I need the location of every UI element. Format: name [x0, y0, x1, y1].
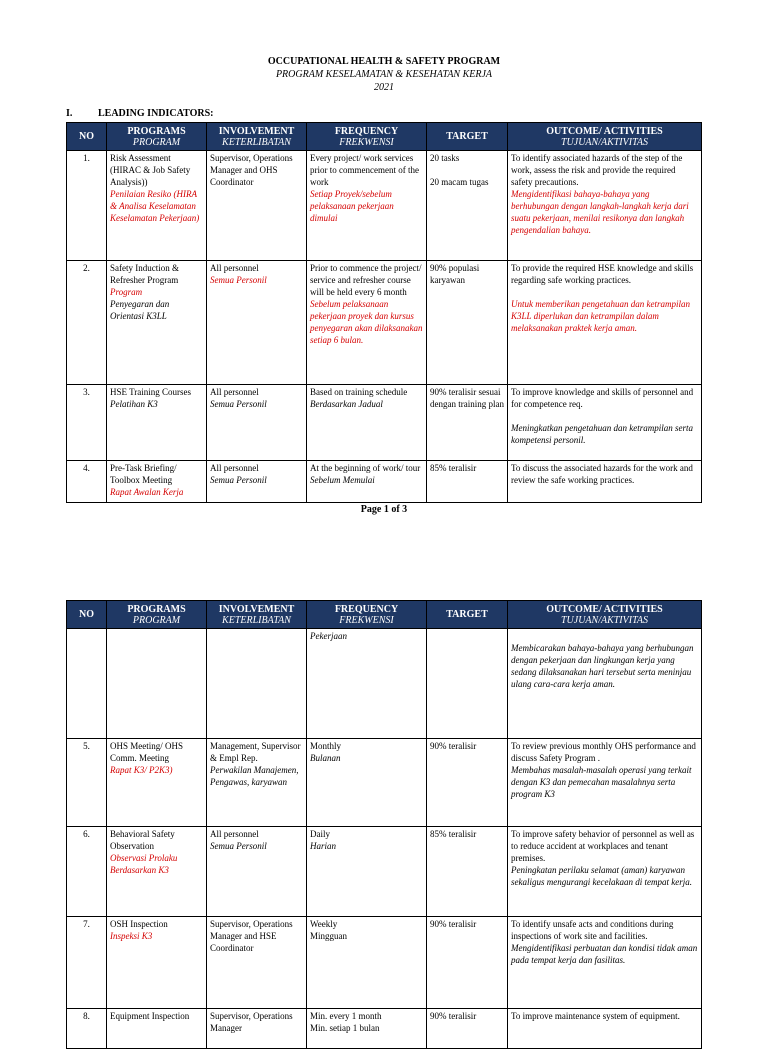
program-cell: [107, 629, 207, 739]
row-number: 5.: [67, 739, 107, 827]
outcome-cell: To discuss the associated hazards for the work and review the safe working practices.: [508, 461, 702, 503]
header-no: NO: [67, 123, 107, 151]
page-number: Page 1 of 3: [360, 504, 408, 515]
table-row: [67, 1009, 702, 1049]
header-involvement-translation: KETERLIBATAN: [222, 614, 291, 626]
header-frequency: FREQUENCY FREKWENSI: [307, 601, 427, 629]
header-outcome-translation: TUJUAN/AKTIVITAS: [560, 614, 649, 626]
row-number: [67, 629, 107, 739]
involvement-cell: Supervisor, Operations Manager and HSE Coordinator: [207, 917, 307, 1009]
frequency-cell: Weekly Mingguan: [307, 917, 427, 1009]
target-cell: 90% teralisir: [427, 917, 508, 1009]
target-cell: 85% teralisir: [427, 827, 508, 917]
program-table-page-2: [66, 600, 702, 1049]
row-number: 1.: [67, 151, 107, 261]
program-translation: Program: [110, 287, 143, 297]
frequency-translation: Sebelum pelaksanaan pekerjaan proyek dan kursus penyegaran akan dilaksanakan setiap 6 bulan.: [310, 299, 423, 345]
involvement-cell: All personnel Semua Personil: [207, 827, 307, 917]
program-translation: Penilaian Resiko (HIRA & Analisa Keselamatan Keselamatan Pekerjaan): [110, 189, 200, 223]
header-programs-translation: PROGRAM: [132, 614, 181, 626]
program-cell: HSE Training Courses Pelatihan K3: [107, 385, 207, 461]
header-target: TARGET: [427, 601, 508, 629]
header-involvement-translation: KETERLIBATAN: [222, 136, 291, 148]
involvement-cell: All personnel Semua Personil: [207, 461, 307, 503]
table-row: [67, 461, 702, 503]
program-cell: Risk Assessment (HIRAC & Job Safety Analysis)) Penilaian Resiko (HIRA & Analisa Keselamatan Keselamatan Pekerjaan): [107, 151, 207, 261]
outcome-translation: Mengidentifikasi bahaya-bahaya yang berhubungan dengan langkah-langkah kerja dari suatu pekerjaan, menilai resikonya dan langkah pengendalian bahaya.: [511, 189, 689, 235]
header-no: NO: [67, 601, 107, 629]
involvement-cell: Supervisor, Operations Manager: [207, 1009, 307, 1049]
program-cell: Behavioral Safety Observation Observasi Prolaku Berdasarkan K3: [107, 827, 207, 917]
outcome-cell: To review previous monthly OHS performance and discuss Safety Program . Membahas masalah-masalah operasi yang terkait dengan K3 dan pemecahan masalahnya serta program K3: [508, 739, 702, 827]
table-row: [67, 739, 702, 827]
target-cell: 90% teralisir: [427, 739, 508, 827]
header-programs-translation: PROGRAM: [132, 136, 181, 148]
header-programs: PROGRAMS PROGRAM: [107, 123, 207, 151]
frequency-cell: Min. every 1 month Min. setiap 1 bulan: [307, 1009, 427, 1049]
table-row: [67, 151, 702, 261]
program-cell: Equipment Inspection: [107, 1009, 207, 1049]
outcome-cell: To provide the required HSE knowledge and skills regarding safe working practices. Untuk memberikan pengetahuan dan ketrampilan K3LL diperlukan dan ketrampilan dalam melaksanakan praktek kerja aman.: [508, 261, 702, 385]
row-number: 8.: [67, 1009, 107, 1049]
target-cell: 85% teralisir: [427, 461, 508, 503]
target-cell: 90% populasi karyawan: [427, 261, 508, 385]
involvement-cell: Management, Supervisor & Empl Rep. Perwakilan Manajemen, Pengawas, karyawan: [207, 739, 307, 827]
target-cell: 90% teralisir: [427, 1009, 508, 1049]
frequency-translation: Setiap Proyek/sebelum pelaksanaan pekerjaan dimulai: [310, 189, 394, 223]
frequency-cell: Daily Harian: [307, 827, 427, 917]
header-involvement: INVOLVEMENT KETERLIBATAN: [207, 123, 307, 151]
program-translation: Rapat Awalan Kerja: [110, 487, 184, 497]
header-programs: PROGRAMS PROGRAM: [107, 601, 207, 629]
outcome-cell: To identify unsafe acts and conditions during inspections of work site and facilities. Mengidentifikasi perbuatan dan kondisi tidak aman pada tempat kerja dan fasilitas.: [508, 917, 702, 1009]
row-number: 6.: [67, 827, 107, 917]
table-row: [67, 385, 702, 461]
header-outcome-translation: TUJUAN/AKTIVITAS: [560, 136, 649, 148]
target-cell: 90% teralisir sesuai dengan training plan: [427, 385, 508, 461]
row-number: 2.: [67, 261, 107, 385]
outcome-cell: Membicarakan bahaya-bahaya yang berhubungan dengan pekerjaan dan lingkungan kerja yang sedang dilaksanakan hari tersebut serta meninjau ulang cara-cara kerja aman.: [508, 629, 702, 739]
header-outcome: OUTCOME/ ACTIVITIES TUJUAN/AKTIVITAS: [508, 123, 702, 151]
row-number: 7.: [67, 917, 107, 1009]
header-outcome: OUTCOME/ ACTIVITIES TUJUAN/AKTIVITAS: [508, 601, 702, 629]
table-header-row: [67, 123, 702, 151]
header-frequency: FREQUENCY FREKWENSI: [307, 123, 427, 151]
table-header-row: [67, 601, 702, 629]
target-cell: 20 tasks 20 macam tugas: [427, 151, 508, 261]
document-header: [0, 55, 768, 94]
involvement-cell: All personnel Semua Personil: [207, 385, 307, 461]
section-title: LEADING INDICATORS:: [98, 108, 214, 119]
document-title: OCCUPATIONAL HEALTH & SAFETY PROGRAM: [267, 56, 501, 67]
program-translation: Rapat K3/ P2K3): [110, 765, 173, 775]
section-number: I.: [66, 108, 73, 119]
program-translation: Observasi Prolaku Berdasarkan K3: [110, 853, 178, 875]
table-row: [67, 917, 702, 1009]
header-target: TARGET: [427, 123, 508, 151]
frequency-cell: Pekerjaan: [307, 629, 427, 739]
outcome-translation: Untuk memberikan pengetahuan dan ketrampilan K3LL diperlukan dan ketrampilan dalam melaksanakan praktek kerja aman.: [511, 299, 690, 333]
outcome-cell: To improve maintenance system of equipment.: [508, 1009, 702, 1049]
table-row: [67, 629, 702, 739]
frequency-cell: Every project/ work services prior to commencement of the work Setiap Proyek/sebelum pelaksanaan pekerjaan dimulai: [307, 151, 427, 261]
involvement-cell: Supervisor, Operations Manager and OHS Coordinator: [207, 151, 307, 261]
row-number: 4.: [67, 461, 107, 503]
document-year: 2021: [374, 82, 394, 93]
program-table-page-1: [66, 122, 702, 503]
outcome-cell: To improve knowledge and skills of personnel and for competence req. Meningkatkan pengetahuan dan ketrampilan serta kompetensi personil.: [508, 385, 702, 461]
row-number: 3.: [67, 385, 107, 461]
involvement-cell: [207, 629, 307, 739]
section-heading: [66, 108, 213, 119]
outcome-cell: To identify associated hazards of the step of the work, assess the risk and provide the required safety precautions. Mengidentifikasi bahaya-bahaya yang berhubungan dengan langkah-langkah kerja dari suatu pekerjaan, menilai resikonya dan langkah pengendalian bahaya.: [508, 151, 702, 261]
frequency-cell: At the beginning of work/ tour Sebelum Memulai: [307, 461, 427, 503]
header-frequency-translation: FREKWENSI: [339, 136, 394, 148]
header-involvement: INVOLVEMENT KETERLIBATAN: [207, 601, 307, 629]
frequency-cell: Based on training schedule Berdasarkan Jadual: [307, 385, 427, 461]
frequency-cell: Monthly Bulanan: [307, 739, 427, 827]
program-cell: OHS Meeting/ OHS Comm. Meeting Rapat K3/ P2K3): [107, 739, 207, 827]
program-cell: Safety Induction & Refresher Program Program Penyegaran dan Orientasi K3LL: [107, 261, 207, 385]
program-cell: Pre-Task Briefing/ Toolbox Meeting Rapat Awalan Kerja: [107, 461, 207, 503]
table-row: [67, 827, 702, 917]
target-cell: [427, 629, 508, 739]
document-subtitle: PROGRAM KESELAMATAN & KESEHATAN KERJA: [275, 69, 493, 80]
involvement-translation: Semua Personil: [210, 275, 267, 285]
header-frequency-translation: FREKWENSI: [339, 614, 394, 626]
table-row: [67, 261, 702, 385]
program-cell: OSH Inspection Inspeksi K3: [107, 917, 207, 1009]
frequency-cell: Prior to commence the project/ service and refresher course will be held every 6 month Sebelum pelaksanaan pekerjaan proyek dan kursus penyegaran akan dilaksanakan setiap 6 bulan.: [307, 261, 427, 385]
outcome-cell: To improve safety behavior of personnel as well as to reduce accident at workplaces and tenant premises. Peningkatan perilaku selamat (aman) karyawan sekaligus mengurangi kecelakaan di tempat kerja.: [508, 827, 702, 917]
involvement-cell: All personnel Semua Personil: [207, 261, 307, 385]
program-translation: Inspeksi K3: [110, 931, 153, 941]
